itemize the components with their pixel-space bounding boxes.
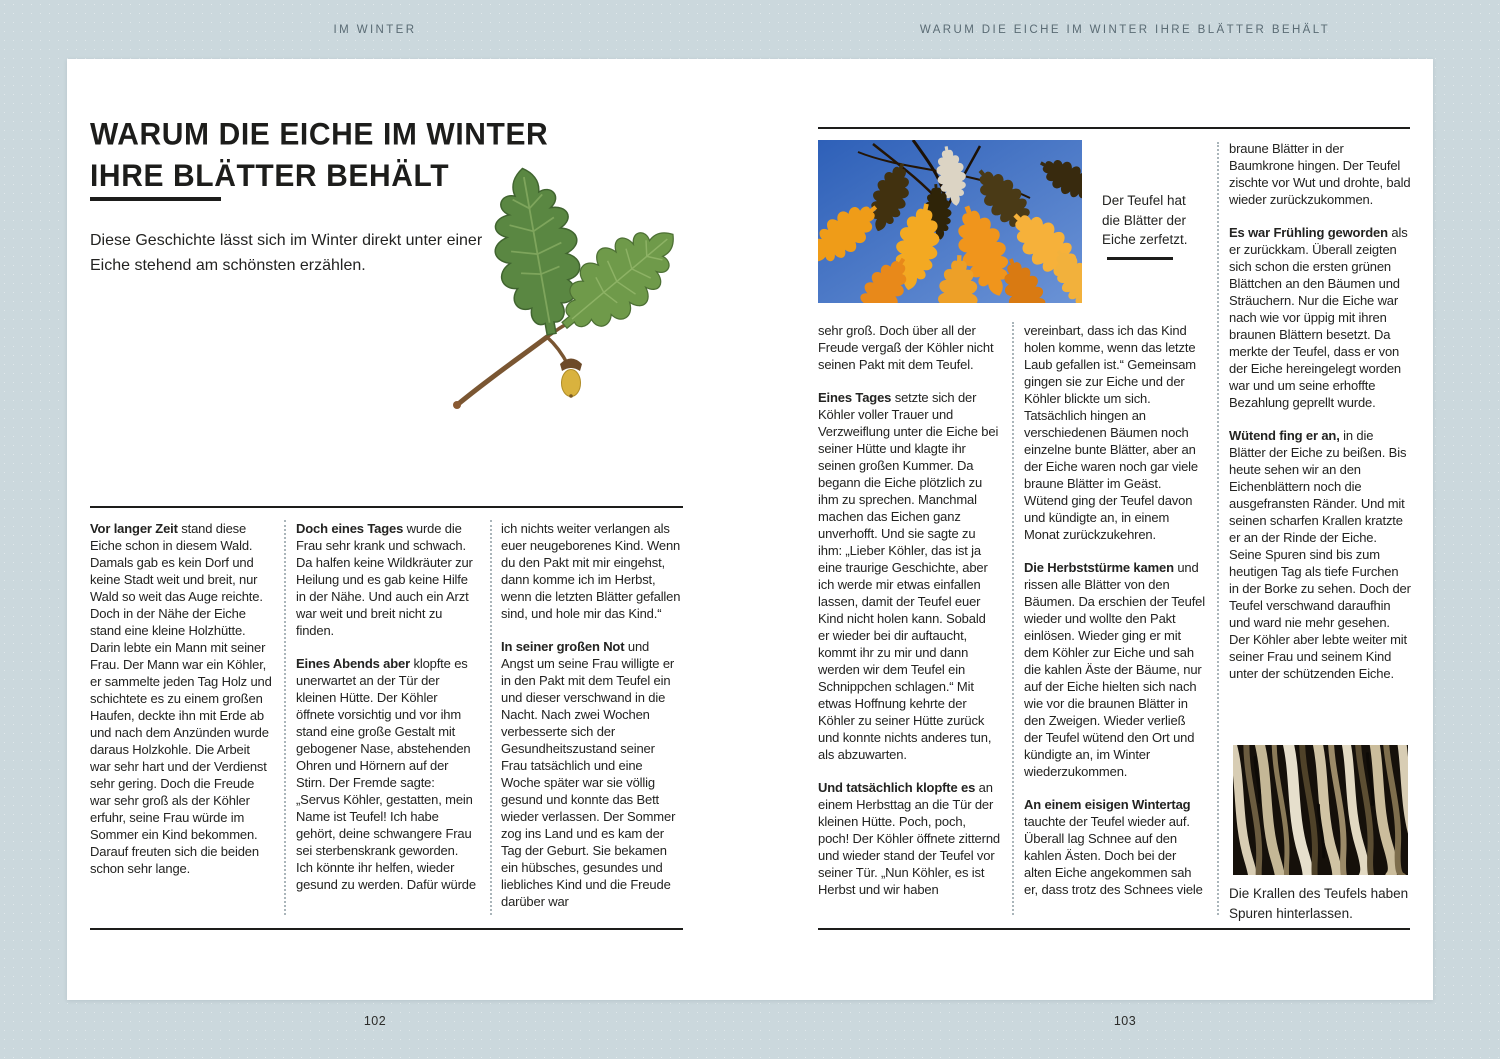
bark-caption: Die Krallen des Teufels haben Spuren hinterlassen. [1229,886,1409,921]
column-top-rule-right-page [818,127,1410,129]
page-title-line1: WARUM DIE EICHE IM WINTER [90,117,549,153]
paragraph-lead: Es war Frühling geworden [1229,225,1388,240]
paragraph-lead: Die Herbststürme kamen [1024,560,1174,575]
story-paragraph: sehr groß. Doch über all der Freude vergaß der Köhler nicht seinen Pakt mit dem Teufel. [818,323,994,372]
story-paragraph: Wütend fing er an, in die Blätter der Eiche zu beißen. Bis heute sehen wir an den Eichenblättern noch die ausgefransten Ränder. Und mit seinen scharfen Krallen kratzte er an der Rinde der Eiche. Seine Spuren sind bis zum heutigen Tag als tiefe Furchen in der Borke zu sehen. Doch der Teufel verschwand daraufhin und ward nie mehr gesehen. Der Köhler aber lebte weiter mit seiner Frau und seinem Kind unter der schützenden Eiche. [1229,428,1411,681]
story-paragraph: Und tatsächlich klopfte es an einem Herbsttag an die Tür der kleinen Hütte. Poch, poch, poch! Der Köhler öffnete zitternd und wieder stand der Teufel vor seiner Tür. „Nun Köhler, es ist Herbst und wir haben [818,780,1000,897]
running-header-left: IM WINTER [333,24,417,36]
autumn-leaves-photo [818,140,1082,303]
paragraph-lead: Und tatsächlich klopfte es [818,780,976,795]
paragraph-lead: Vor langer Zeit [90,521,178,536]
page-number-right: 103 [1113,1014,1137,1028]
story-paragraph: Die Herbststürme kamen und rissen alle Blätter von den Bäumen. Da erschien der Teufel wieder und wollte den Pakt einlösen. Wieder ging er mit dem Köhler zur Eiche und sah die kahlen Äste der Bäume, nur auf der Eiche hielten sich nach wie vor die braunen Blätter in den Zweigen. Wieder verließ der Teufel wütend den Ort und kündigte an, im Winter wiederzukommen. [1024,560,1205,779]
story-paragraph: Doch eines Tages wurde die Frau sehr krank und schwach. Da halfen keine Wildkräuter zur Heilung und es gab keine Hilfe in der Nähe. Und auch ein Arzt war weit und breit nicht zu finden. [296,521,473,638]
story-column-5 [1024,322,1206,898]
column-divider-dotted [284,520,286,915]
page-title-line2: IHRE BLÄTTER BEHÄLT [90,158,450,194]
story-paragraph: Es war Frühling geworden als er zurückkam. Überall zeigten sich schon die ersten grünen Blättchen an den Bäumen und Sträuchern. Nur die Eiche war nach wie vor üppig mit ihren braunen Blättern besetzt. Da merkte der Teufel, dass er von der Eiche hereingelegt worden war und um seine erhoffte Bezahlung geprellt wurde. [1229,225,1408,410]
story-paragraph: Eines Tages setzte sich der Köhler voller Trauer und Verzweiflung unter die Eiche bei seiner Hütte und klagte ihr seinen großen Kummer. Da begann die Eiche plötzlich zu ihm zu sprechen. Manchmal machen das Eichen ganz unverhofft. Und sie sagte zu ihm: „Lieber Köhler, das ist ja eine traurige Geschichte, aber ich werde mir etwas einfallen lassen, damit der Teufel euer Kind nicht holen kann. Sobald er wieder bei dir auftaucht, kommt ihr zu mir und dann werden wir dem Teufel ein Schnippchen schlagen.“ Mit etwas Hoffnung kehrte der Köhler zu seiner Hütte zurück und konnte nichts anderes tun, als abzuwarten. [818,390,999,762]
column-bottom-rule-right-page [818,928,1410,930]
story-paragraph: Eines Abends aber klopfte es unerwartet an der Tür der kleinen Hütte. Der Köhler öffnete vorsichtig und vor ihm stand eine große Gestalt mit gebogener Nase, abstehenden Ohren und Hörnern auf der Stirn. Der Fremde sagte: „Servus Köhler, gestatten, mein Name ist Teufel! Ich habe gehört, deine schwangere Frau sei sterbenskrank geworden. Ich könnte ihr helfen, wieder gesund zu werden. Dafür würde [296,656,476,892]
paragraph-lead: An einem eisigen Wintertag [1024,797,1191,812]
oak-branch-illustration [443,165,685,410]
bark-photo [1233,745,1408,875]
caption-rule [1107,257,1173,260]
story-column-6 [1229,140,1411,682]
column-divider-dotted [490,520,492,915]
story-column-2 [296,520,478,893]
page-number-left: 102 [363,1014,387,1028]
story-column-1 [90,520,272,877]
story-paragraph: In seiner großen Not und Angst um seine Frau willigte er in den Pakt mit dem Teufel ein und dieser verschwand in die Nacht. Nach zwei Wochen verbesserte sich der Gesundheitszustand seiner Frau tatsächlich und eine Woche später war sie völlig gesund und konnte das Bett wieder verlassen. Der Sommer zog ins Land und es kam der Tag der Geburt. Sie bekamen ein hübsches, gesundes und liebliches Kind und die Freude darüber war [501,639,676,909]
paragraph-lead: Wütend fing er an, [1229,428,1340,443]
story-paragraph: An einem eisigen Wintertag tauchte der Teufel wieder auf. Überall lag Schnee auf den kahlen Ästen. Doch bei der alten Eiche angekommen sah er, dass trotz des Schnees viele [1024,797,1203,897]
paragraph-lead: Eines Abends aber [296,656,411,671]
story-paragraph: ich nichts weiter verlangen als euer neugeborenes Kind. Wenn du den Pakt mit mir eingehst, dann komme ich im Herbst, wenn die letzten Blätter gefallen sind, und hole mir das Kind.“ [501,521,681,621]
paragraph-lead: Eines Tages [818,390,892,405]
column-divider-dotted [1012,322,1014,915]
story-column-4 [818,322,1000,898]
intro-text: Diese Geschichte lässt sich im Winter direkt unter einer Eiche stehend am schönsten erzählen. [90,232,483,274]
photo-caption: Der Teufel hat die Blätter der Eiche zerfetzt. [1102,193,1188,247]
paragraph-lead: Doch eines Tages [296,521,404,536]
column-top-rule-left-page [90,506,683,508]
paragraph-lead: In seiner großen Not [501,639,625,654]
story-paragraph: vereinbart, dass ich das Kind holen komme, wenn das letzte Laub gefallen ist.“ Gemeinsam gingen sie zur Eiche und der Köhler blickte um sich. Tatsächlich hingen an verschiedenen Bäumen noch einzelne bunte Blätter, aber an der Eiche waren noch gar viele braune Blätter im Geäst. Wütend ging der Teufel davon und kündigte an, in einem Monat zurückzukehren. [1024,323,1198,542]
column-divider-dotted [1217,142,1219,915]
story-paragraph: braune Blätter in der Baumkrone hingen. Der Teufel zischte vor Wut und drohte, bald wieder zurückzukommen. [1229,141,1411,207]
story-paragraph: Vor langer Zeit stand diese Eiche schon in diesem Wald. Damals gab es kein Dorf und keine Stadt weit und breit, nur Wald so weit das Auge reichte. Doch in der Nähe der Eiche stand eine kleine Holzhütte. Darin lebte ein Mann mit seiner Frau. Der Mann war ein Köhler, er sammelte jeden Tag Holz und schichtete es zu einem großen Haufen, deckte ihn mit Erde ab und nach dem Anzünden wurde daraus Holzkohle. Die Arbeit war sehr hart und der Verdienst sehr gering. Doch die Freude war sehr groß als der Köhler erfuhr, seine Frau würde im Sommer ein Kind bekommen. Darauf freuten sich die beiden schon sehr lange. [90,521,272,876]
running-header-right: WARUM DIE EICHE IM WINTER IHRE BLÄTTER BEHÄLT [919,24,1331,36]
column-bottom-rule-left-page [90,928,683,930]
title-underline-rule [90,197,221,201]
story-column-3 [501,520,683,910]
